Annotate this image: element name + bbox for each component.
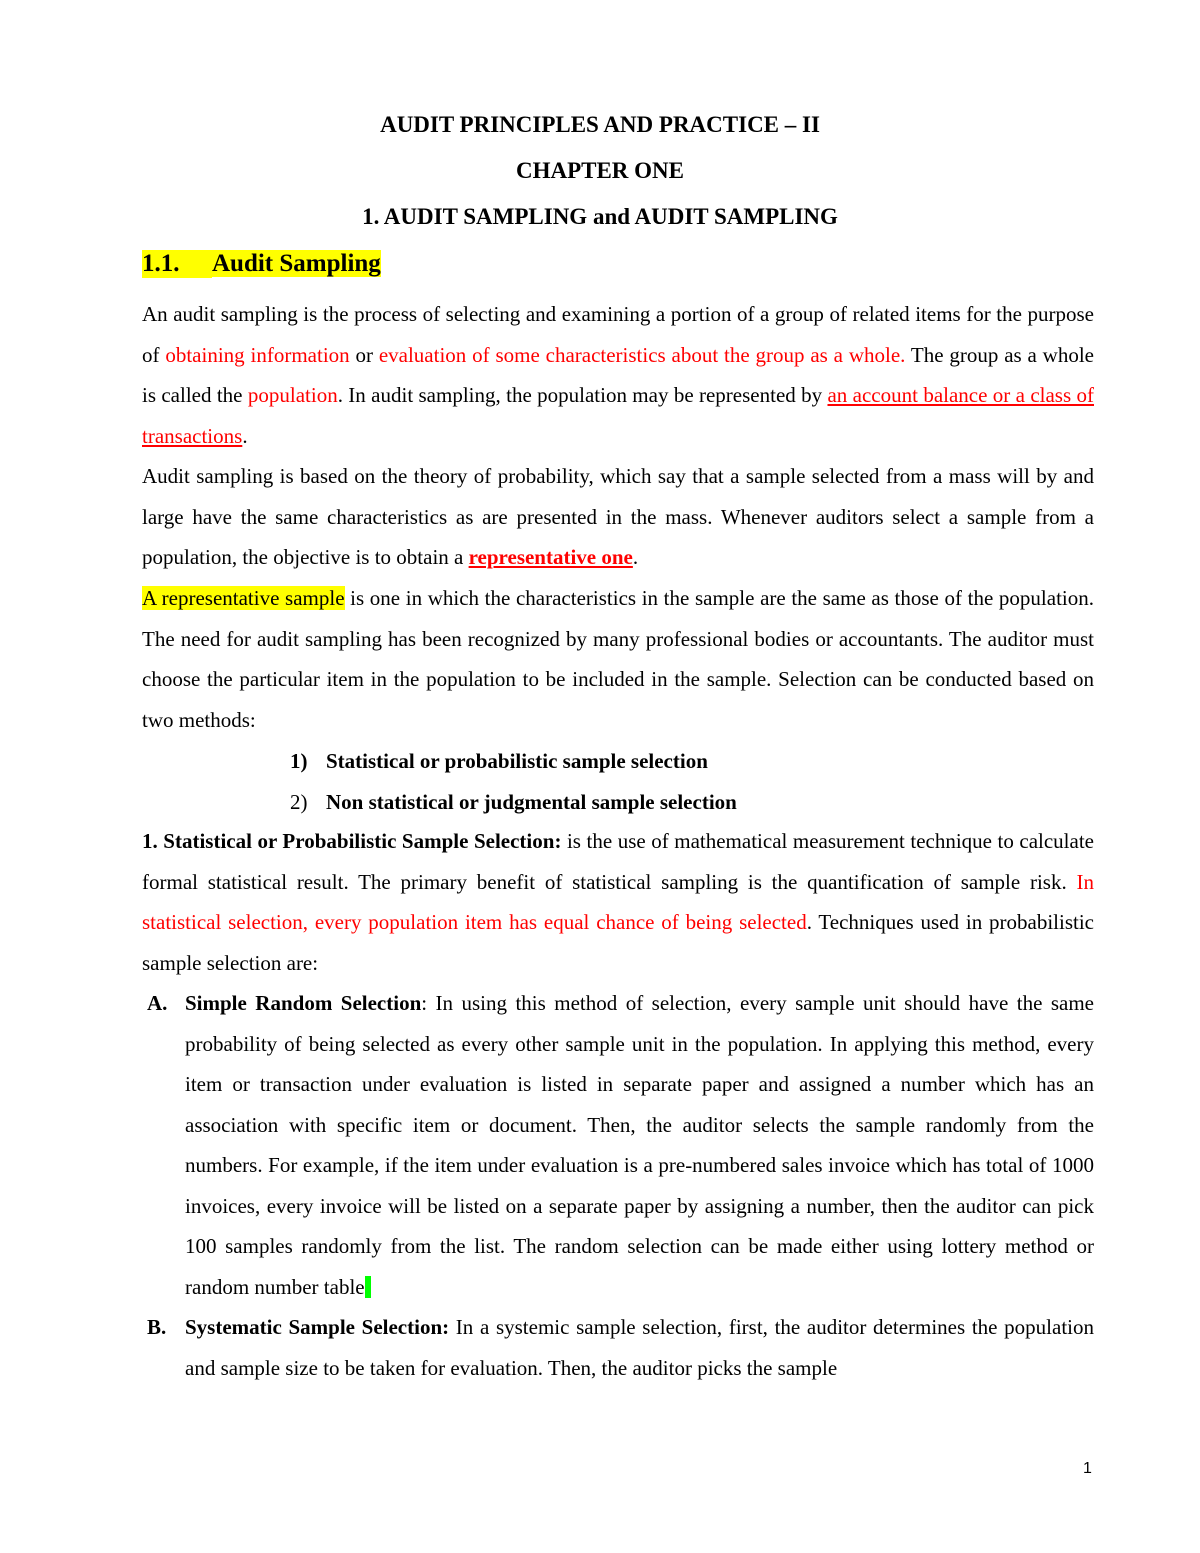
method-item [290, 790, 737, 815]
paragraph-statistical [142, 821, 1094, 983]
document-title: AUDIT PRINCIPLES AND PRACTICE – II [380, 112, 820, 137]
method-number: 1) [290, 749, 308, 773]
chapter-label: CHAPTER ONE [515, 158, 685, 183]
method-label: Non statistical or judgmental sample selection [326, 790, 737, 814]
technique-list [142, 983, 1094, 1388]
section-heading [142, 250, 381, 278]
method-label: Statistical or probabilistic sample selection [326, 749, 708, 773]
list-marker: B. [147, 1315, 167, 1339]
page-number: 1 [1083, 1460, 1092, 1477]
text-run: The group as a whole is called the [142, 342, 1094, 407]
bold-term: 1. Statistical or Probabilistic Sample Selection: [142, 829, 562, 853]
text-run: Audit sampling is based on the theory of probability, which say that a sample selected from a mass will by and large have the same characteristics as are presented in the mass. Whenever auditors select a sample from a population, the objective is to obtain a [142, 464, 1094, 569]
list-item [142, 983, 1094, 1307]
text-run: . [242, 423, 248, 448]
text-run: is the use of mathematical measurement technique to calculate formal statistical result. The primary benefit of statistical sampling is the quantification of sample risk. [142, 829, 1094, 894]
text-run: is one in which the characteristics in the sample are the same as those of the population. The need for audit sampling has been recognized by many professional bodies or accountants. The auditor must choose the particular item in the population to be included in the sample. Selection can be conducted based on two methods: [142, 586, 1094, 732]
method-item [290, 749, 708, 774]
highlighted-term: population [247, 383, 338, 407]
chapter-heading: 1. AUDIT SAMPLING and AUDIT SAMPLING [362, 204, 838, 229]
bold-term: Systematic Sample Selection: [185, 1315, 450, 1339]
text-run: . [632, 545, 639, 569]
highlighted-term: In statistical selection, every population item has equal chance of being selected [142, 869, 1094, 934]
section-title: Audit Sampling [212, 250, 381, 277]
list-marker: A. [147, 991, 168, 1015]
text-run: or [349, 342, 379, 367]
text-run: In a systemic sample selection, first, the auditor determines the population and sample size to be taken for evaluation. Then, the auditor picks the sample [185, 1315, 1094, 1380]
bold-term: Simple Random Selection [185, 991, 422, 1015]
highlighted-term: obtaining information [165, 342, 350, 367]
text-run: : In using this method of selection, every sample unit should have the same probability of being selected as every other sample unit in the population. In applying this method, every item or transaction under evaluation is listed in separate paper and assigned a number which has an association with specific item or document. Then, the auditor selects the sample randomly from the numbers. For example, if the item under evaluation is a pre-numbered sales invoice which has total of 1000 invoices, every invoice will be listed on a separate paper by assigning a number, then the auditor can pick 100 samples randomly from the list. The random selection can be made either using lottery method or random number table [185, 991, 1094, 1299]
list-item [142, 1307, 1094, 1388]
highlighted-term: A representative sample [142, 586, 345, 610]
method-number: 2) [290, 790, 308, 814]
paragraph-definition [142, 294, 1094, 456]
highlighted-term: representative one [468, 545, 633, 569]
text-cursor [365, 1276, 371, 1298]
text-run: An audit sampling is the process of selecting and examining a portion of a group of related items for the purpose of [142, 302, 1094, 367]
paragraph-probability [142, 456, 1094, 578]
highlighted-term: evaluation of some characteristics about the group as a whole. [378, 342, 906, 367]
paragraph-representative [142, 578, 1094, 740]
highlighted-term: an account balance or a class of transactions [142, 383, 1094, 448]
text-run: . In audit sampling, the population may be represented by [337, 383, 828, 407]
section-number: 1.1. [142, 250, 212, 278]
text-run: . Techniques used in probabilistic sample selection are: [142, 910, 1094, 975]
